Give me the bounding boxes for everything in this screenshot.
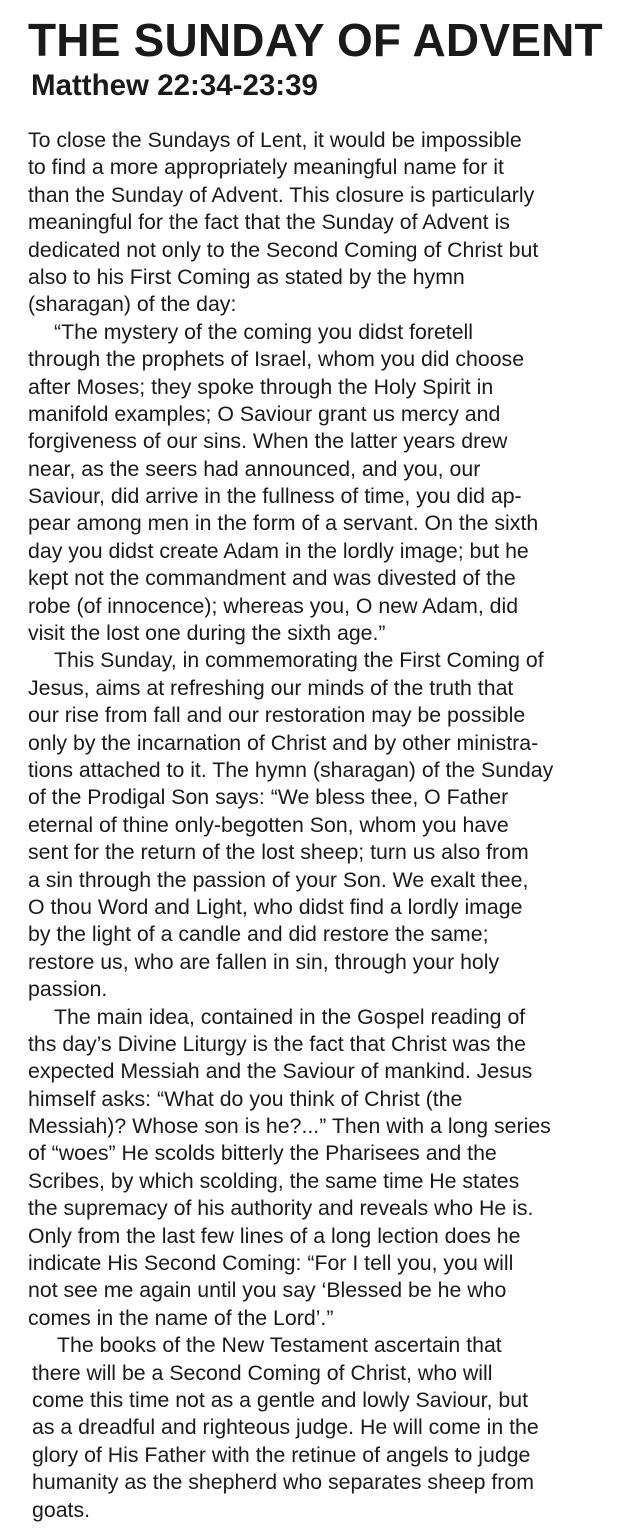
body-line: visit the lost one during the sixth age.” xyxy=(28,621,386,646)
body-line: our rise from fall and our restoration may be possible xyxy=(28,703,526,728)
body-line: Only from the last few lines of a long lection does he xyxy=(28,1223,521,1248)
body-line: expected Messiah and the Saviour of mankind. Jesus xyxy=(28,1059,533,1084)
body-line: Jesus, aims at refreshing our minds of the truth that xyxy=(28,675,514,700)
body-line: a sin through the passion of your Son. We exalt thee, xyxy=(28,867,529,892)
body-line: than the Sunday of Advent. This closure is particularly xyxy=(28,182,535,207)
body-line: Saviour, did arrive in the fullness of time, you did ap- xyxy=(28,484,522,509)
body-line: tions attached to it. The hymn (sharagan) of the Sunday xyxy=(28,757,554,782)
body-line: The books of the New Testament ascertain that xyxy=(57,1333,502,1358)
body-line: indicate His Second Coming: “For I tell you, you will xyxy=(28,1251,514,1276)
body-line: Scribes, by which scolding, the same time He states xyxy=(28,1168,520,1193)
body-line: manifold examples; O Saviour grant us mercy and xyxy=(28,401,501,426)
body-line: also to his First Coming as stated by the hymn xyxy=(28,264,465,289)
body-line: goats. xyxy=(32,1497,91,1522)
body-line: The main idea, contained in the Gospel reading of xyxy=(54,1004,526,1029)
body-line: the supremacy of his authority and reveals who He is. xyxy=(28,1196,534,1221)
body-line: sent for the return of the lost sheep; turn us also from xyxy=(28,840,529,865)
body-line: This Sunday, in commemorating the First Coming of xyxy=(54,648,544,673)
body-line: pear among men in the form of a servant. On the sixth xyxy=(28,511,539,536)
body-line: comes in the name of the Lord’.” xyxy=(28,1305,334,1330)
body-line: robe (of innocence); whereas you, O new Adam, did xyxy=(28,593,519,618)
body-line: by the light of a candle and did restore the same; xyxy=(28,922,489,947)
body-line: (sharagan) of the day: xyxy=(28,292,237,317)
scripture-reference: Matthew 22:34-23:39 xyxy=(31,69,318,102)
body-line: restore us, who are fallen in sin, through your holy xyxy=(28,949,500,974)
body-line: only by the incarnation of Christ and by other ministra- xyxy=(28,730,539,755)
body-line: ths day’s Divine Liturgy is the fact that Christ was the xyxy=(28,1031,526,1056)
article-body xyxy=(28,127,624,1524)
body-line: there will be a Second Coming of Christ, who will xyxy=(32,1360,493,1385)
body-line: not see me again until you say ‘Blessed be he who xyxy=(28,1278,507,1303)
body-line: glory of His Father with the retinue of angels to judge xyxy=(32,1442,531,1467)
body-line: to find a more appropriately meaningful name for it xyxy=(28,155,504,180)
body-line: as a dreadful and righteous judge. He will come in the xyxy=(32,1415,539,1440)
body-line: Messiah)? Whose son is he?...” Then with a long series xyxy=(28,1114,551,1139)
body-line: “The mystery of the coming you didst foretell xyxy=(54,319,474,344)
body-line: of the Prodigal Son says: “We bless thee, O Father xyxy=(28,785,509,810)
body-line: humanity as the shepherd who separates sheep from xyxy=(32,1470,534,1495)
body-line: forgiveness of our sins. When the latter years drew xyxy=(28,429,508,454)
body-line: O thou Word and Light, who didst find a lordly image xyxy=(28,894,523,919)
page-title: THE SUNDAY OF ADVENT xyxy=(28,14,603,66)
body-line: To close the Sundays of Lent, it would be impossible xyxy=(28,128,522,152)
body-line: kept not the commandment and was divested of the xyxy=(28,566,516,591)
body-line: day you didst create Adam in the lordly image; but he xyxy=(28,538,529,563)
body-line: himself asks: “What do you think of Christ (the xyxy=(28,1086,463,1111)
body-line: of “woes” He scolds bitterly the Pharisees and the xyxy=(28,1141,497,1166)
body-line: after Moses; they spoke through the Holy Spirit in xyxy=(28,374,494,399)
body-line: come this time not as a gentle and lowly Saviour, but xyxy=(32,1387,529,1412)
body-line: passion. xyxy=(28,977,108,1002)
body-line: eternal of thine only-begotten Son, whom you have xyxy=(28,812,509,837)
body-line: meaningful for the fact that the Sunday of Advent is xyxy=(28,210,510,235)
body-line: near, as the seers had announced, and you, our xyxy=(28,456,481,481)
body-line: dedicated not only to the Second Coming of Christ but xyxy=(28,237,539,262)
body-line: through the prophets of Israel, whom you did choose xyxy=(28,347,525,372)
